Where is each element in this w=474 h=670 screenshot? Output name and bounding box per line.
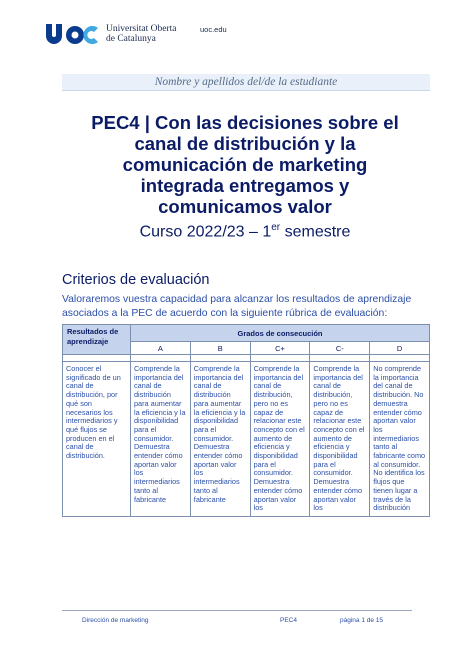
learning-outcome-cell: Conocer el significado de un canal de distribución, por qué son necesarios los intermediarios y qué flujos se producen en el canal de distribución.	[63, 362, 131, 517]
course-line	[90, 222, 400, 241]
rubric-table	[62, 324, 430, 517]
page-header	[44, 20, 444, 50]
level-c-plus: C+	[250, 342, 310, 355]
footer-subject: Dirección de marketing	[82, 617, 149, 624]
course-suffix: semestre	[280, 223, 351, 241]
page-footer	[62, 610, 412, 625]
section-title: Criterios de evaluación	[62, 272, 210, 288]
university-name	[106, 24, 176, 44]
footer-page-number: página 1 de 15	[340, 617, 384, 624]
university-line-1: Universitat Oberta	[106, 24, 177, 34]
results-header: Resultados de aprendizaje	[63, 325, 131, 355]
grade-c-plus-cell: Comprende la importancia del canal de distribución, pero no es capaz de relacionar este concepto con el aumento de eficiencia y disponibilidad para el consumidor. Demuestra entender cómo aportan valor los	[250, 362, 310, 517]
document-title: PEC4 | Con las decisiones sobre el canal de distribución y la comunicación de marketing integrada entregamos y comunicamos valor	[91, 112, 399, 217]
grade-d-cell: No comprende la importancia del canal de distribución. No demuestra entender cómo aportan valor los intermediarios tanto al fabricante como al consumidor. No identifica los flujos que tienen lugar a través de la distribución	[370, 362, 430, 517]
table-row	[63, 362, 430, 517]
grade-c-minus-cell: Comprende la importancia del canal de distribución, pero no es capaz de relacionar este concepto con el aumento de eficiencia y disponibilidad para el consumidor. Demuestra entender cómo aportan valor los	[310, 362, 370, 517]
table-spacer-row	[63, 355, 430, 362]
student-name-field[interactable]: Nombre y apellidos del/de la estudiante	[62, 74, 430, 91]
level-d: D	[370, 342, 430, 355]
course-text: Curso 2022/23 – 1	[139, 223, 272, 241]
uoc-logo	[44, 22, 100, 48]
grade-b-cell: Comprende la importancia del canal de distribución para aumentar la eficiencia y la disponibilidad para el consumidor. Demuestra entender cómo aportan valor los intermediarios tanto al fabricante	[190, 362, 250, 517]
intro-paragraph: Valoraremos vuestra capacidad para alcanzar los resultados de aprendizaje asociados a la PEC de acuerdo con la siguiente rúbrica de evaluación:	[62, 294, 412, 319]
footer-assignment: PEC4	[280, 617, 297, 624]
university-line-2: de Catalunya	[106, 34, 156, 44]
grade-a-cell: Comprende la importancia del canal de distribución para aumentar la eficiencia y la disponibilidad para el consumidor. Demuestra entender cómo aportan valor los intermediarios tanto al fabricante	[131, 362, 191, 517]
level-b: B	[190, 342, 250, 355]
uoc-url-link[interactable]: uoc.edu	[200, 25, 227, 34]
course-sup: er	[271, 222, 281, 233]
level-a: A	[131, 342, 191, 355]
level-c-minus: C-	[310, 342, 370, 355]
grades-header: Grados de consecución	[131, 325, 430, 342]
